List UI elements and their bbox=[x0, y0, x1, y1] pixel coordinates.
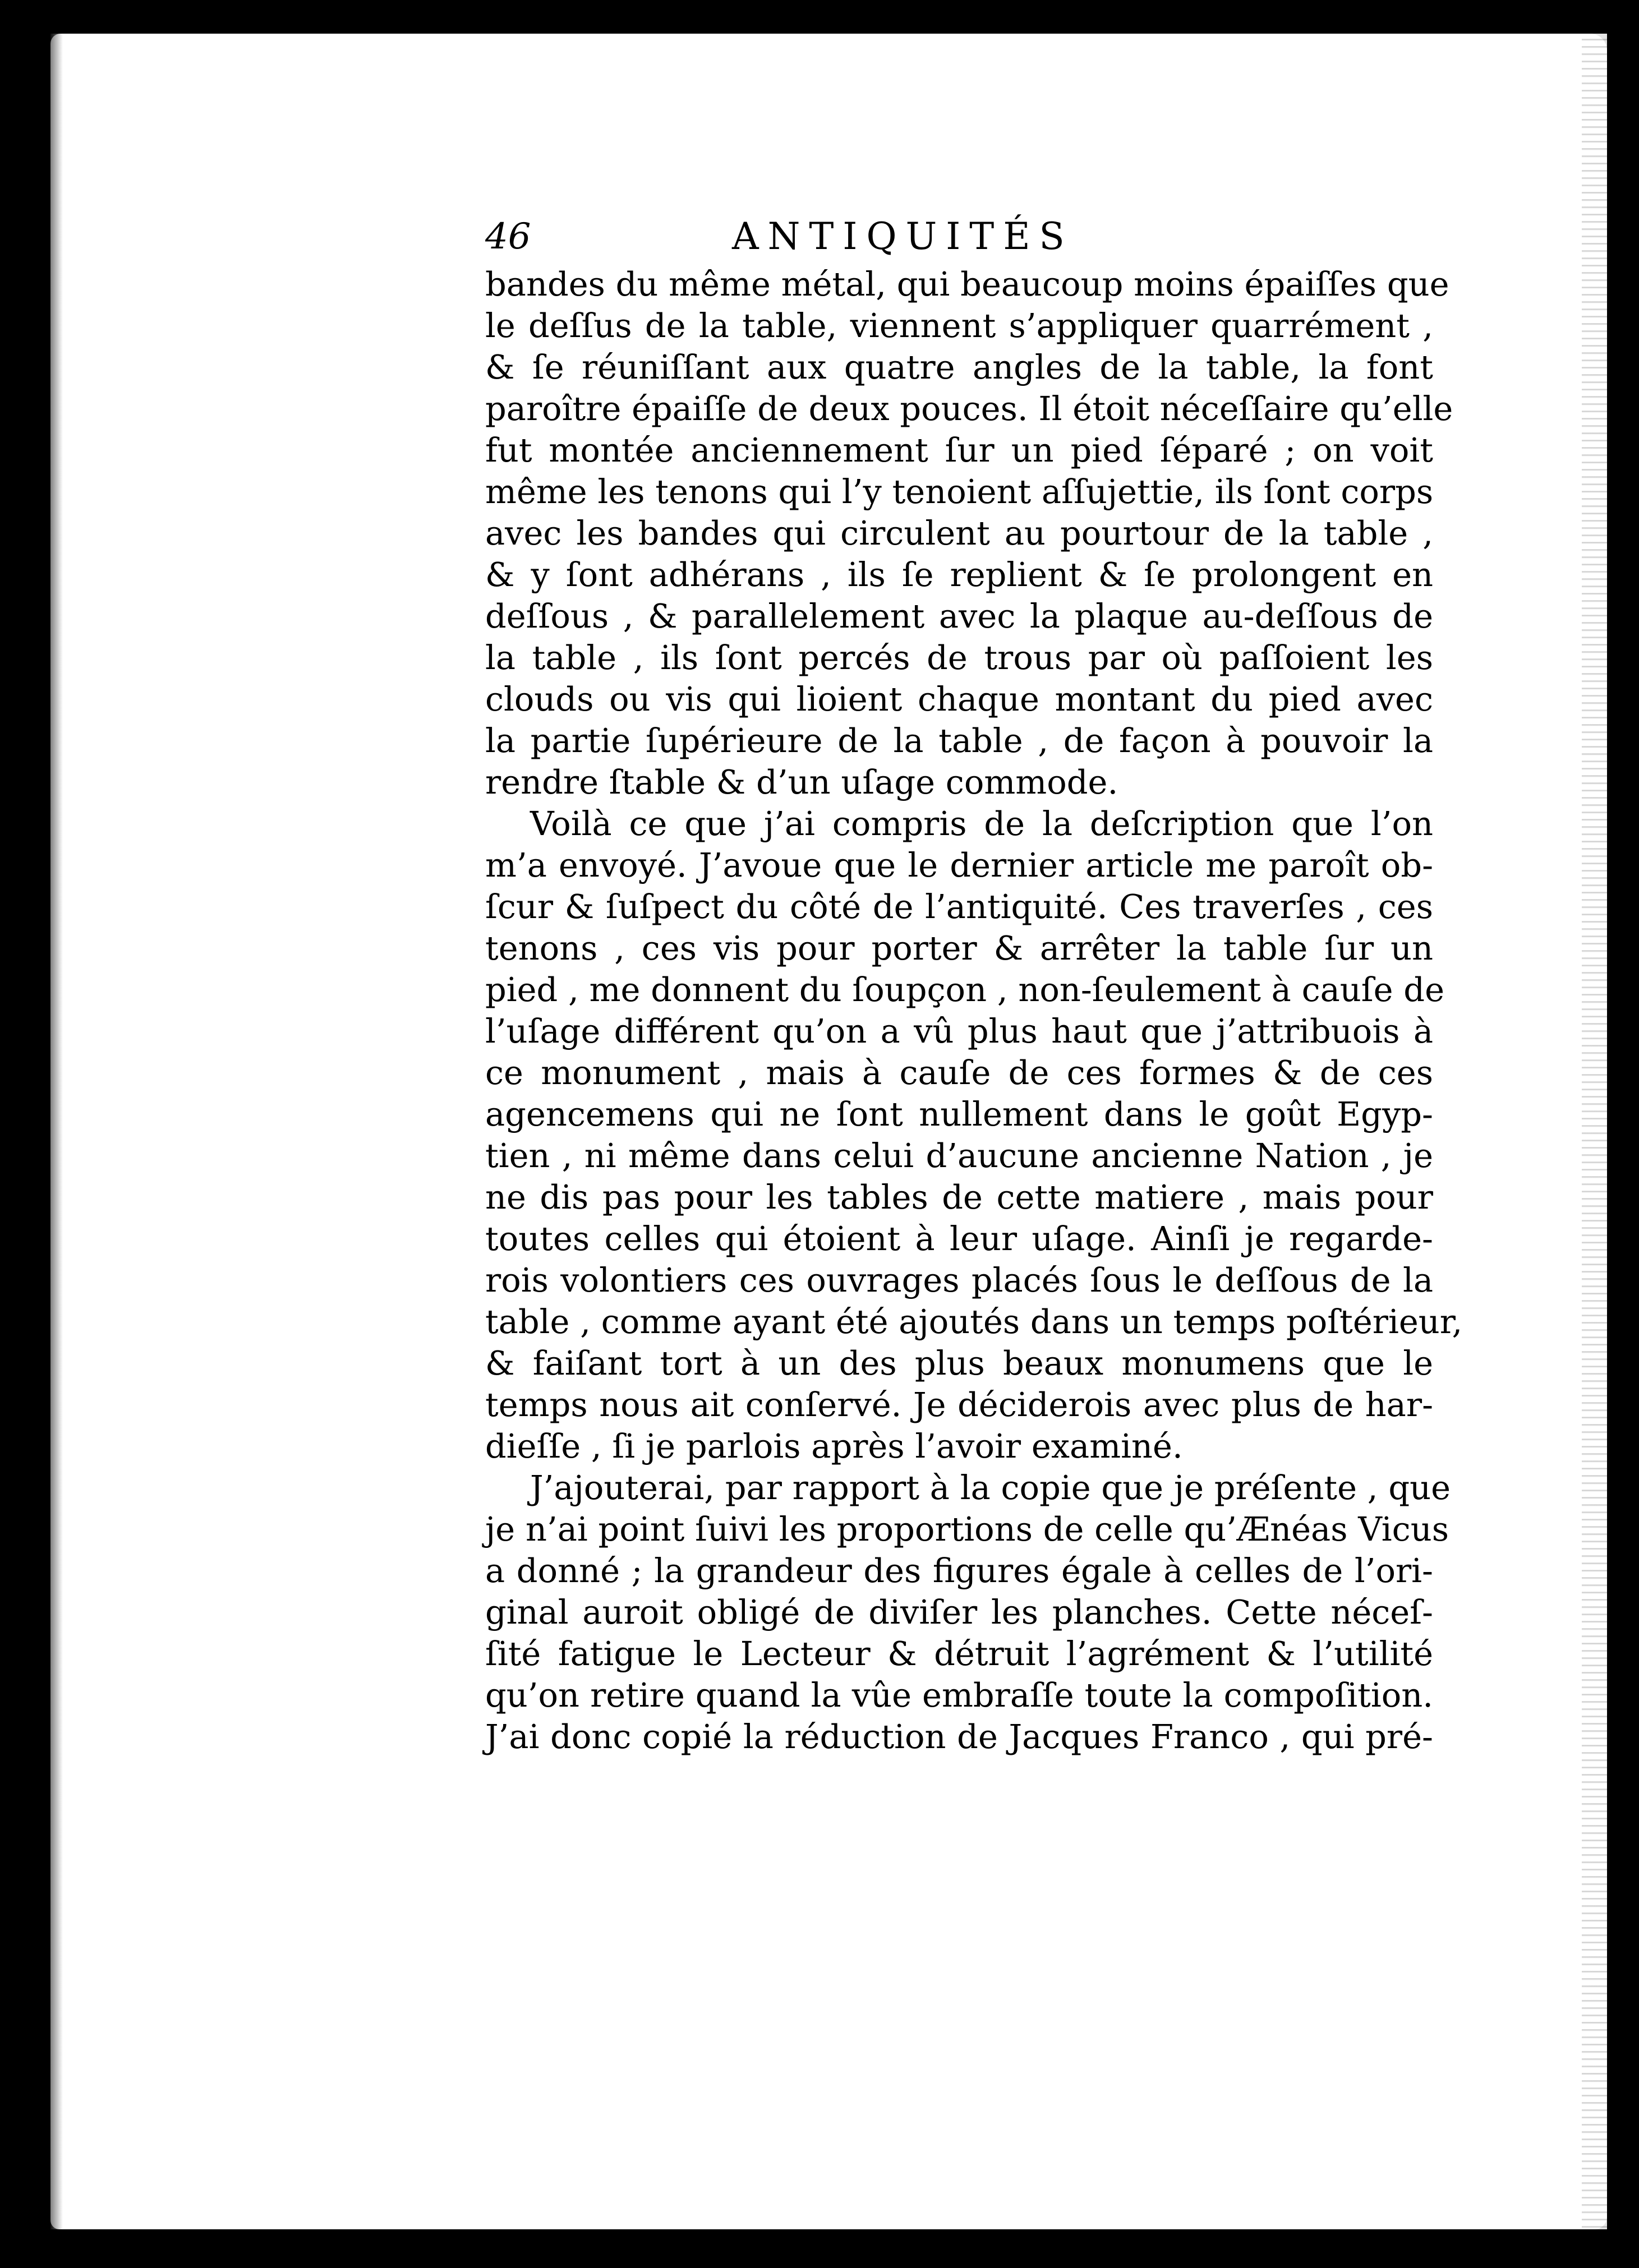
text-line: ne dis pas pour les tables de cette matiere , mais pour bbox=[485, 1178, 1433, 1216]
text-line: je n’ai point ſuivi les proportions de celle qu’Ænéas Vicus bbox=[485, 1510, 1449, 1548]
text-line: & y ſont adhérans , ils ſe replient & ſe prolongent en bbox=[485, 555, 1433, 594]
text-line: bandes du même métal, qui beaucoup moins épaiſſes que bbox=[485, 265, 1449, 303]
text-line: pied , me donnent du ſoupçon , non-ſeulement à cauſe de bbox=[485, 970, 1444, 1009]
text-line: l’uſage différent qu’on a vû plus haut que j’attribuois à bbox=[485, 1012, 1433, 1050]
text-line-paragraph-start: J’ajouterai, par rapport à la copie que je préſente , que bbox=[530, 1468, 1451, 1507]
text-line: avec les bandes qui circulent au pourtour de la table , bbox=[485, 514, 1433, 552]
page-fore-edge bbox=[1582, 34, 1607, 2229]
text-line: tenons , ces vis pour porter & arrêter la table ſur un bbox=[485, 929, 1433, 967]
text-line: ginal auroit obligé de diviſer les planches. Cette néceſ- bbox=[485, 1593, 1433, 1631]
running-head bbox=[485, 209, 1192, 265]
text-line: qu’on retire quand la vûe embraſſe toute la compoſition. bbox=[485, 1676, 1433, 1714]
text-line: rois volontiers ces ouvrages placés ſous le deſſous de la bbox=[485, 1261, 1433, 1299]
text-line-paragraph-end: dieſſe , ſi je parlois après l’avoir examiné. bbox=[485, 1427, 1183, 1465]
text-line: fut montée anciennement ſur un pied ſéparé ; on voit bbox=[485, 431, 1433, 469]
page-number: 46 bbox=[485, 216, 531, 257]
text-line: toutes celles qui étoient à leur uſage. Ainſi je regarde- bbox=[485, 1219, 1433, 1258]
text-line: clouds ou vis qui lioient chaque montant du pied avec bbox=[485, 680, 1433, 718]
text-line-paragraph-start: Voilà ce que j’ai compris de la deſcription que l’on bbox=[530, 804, 1433, 843]
running-title: ANTIQUITÉS bbox=[732, 215, 1074, 258]
text-line: la partie ſupérieure de la table , de façon à pouvoir la bbox=[485, 721, 1433, 760]
text-line: la table , ils ſont percés de trous par où paſſoient les bbox=[485, 638, 1433, 677]
text-line: a donné ; la grandeur des figures égale à celles de l’ori- bbox=[485, 1551, 1433, 1590]
page-gutter-shadow bbox=[50, 34, 63, 2229]
text-line: le deſſus de la table, viennent s’appliquer quarrément , bbox=[485, 306, 1433, 345]
text-line: paroître épaiſſe de deux pouces. Il étoit néceſſaire qu’elle bbox=[485, 389, 1453, 428]
text-line: agencemens qui ne ſont nullement dans le goût Egyp- bbox=[485, 1095, 1433, 1133]
text-line: ſcur & ſuſpect du côté de l’antiquité. Ces traverſes , ces bbox=[485, 887, 1433, 926]
text-line: & ſe réuniſſant aux quatre angles de la table, la font bbox=[485, 348, 1433, 386]
text-line: ſité fatigue le Lecteur & détruit l’agrément & l’utilité bbox=[485, 1634, 1433, 1673]
text-line: ce monument , mais à cauſe de ces formes & de ces bbox=[485, 1053, 1433, 1092]
text-line: J’ai donc copié la réduction de Jacques Franco , qui pré- bbox=[485, 1717, 1433, 1756]
text-line: & faiſant tort à un des plus beaux monumens que le bbox=[485, 1344, 1433, 1382]
body-text bbox=[485, 264, 1463, 1758]
text-line: m’a envoyé. J’avoue que le dernier article me paroît ob- bbox=[485, 846, 1433, 884]
text-line: même les tenons qui l’y tenoient aſſujettie, ils ſont corps bbox=[485, 472, 1434, 511]
text-line-paragraph-end: rendre ſtable & d’un uſage commode. bbox=[485, 763, 1118, 801]
text-line: temps nous ait conſervé. Je déciderois avec plus de har- bbox=[485, 1385, 1433, 1424]
text-line: table , comme ayant été ajoutés dans un temps poſtérieur, bbox=[485, 1302, 1463, 1341]
text-line: tien , ni même dans celui d’aucune ancienne Nation , je bbox=[485, 1136, 1433, 1175]
text-line: deſſous , & parallelement avec la plaque au-deſſous de bbox=[485, 597, 1433, 635]
